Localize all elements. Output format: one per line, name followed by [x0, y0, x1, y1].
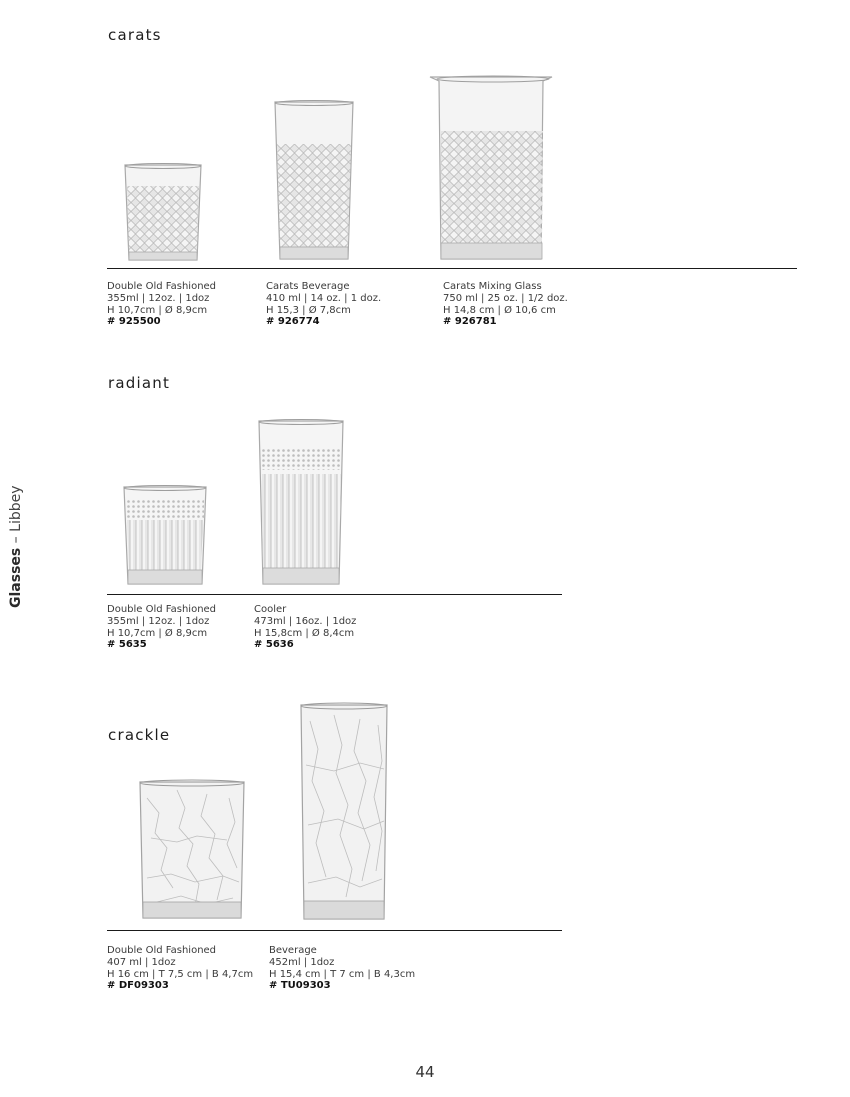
category-label: Glasses: [8, 547, 24, 608]
section-title-crackle: crackle: [108, 726, 171, 744]
section-divider-radiant: [107, 594, 562, 595]
product-spec-dimensions: H 10,7cm | Ø 8,9cm: [107, 627, 208, 639]
product-spec-dimensions: H 14,8 cm | Ø 10,6 cm: [443, 304, 556, 316]
product-name: Carats Mixing Glass: [443, 281, 542, 292]
product-spec-dimensions: H 15,3 | Ø 7,8cm: [266, 304, 351, 316]
product-code: # TU09303: [269, 980, 331, 992]
glass-image-carats-dof: [122, 162, 204, 264]
product-name: Carats Beverage: [266, 281, 350, 292]
section-divider-crackle: [107, 930, 562, 931]
product-info-925500: [107, 281, 216, 328]
product-name: Beverage: [269, 945, 317, 956]
product-spec-capacity: 473ml | 16oz. | 1doz: [254, 615, 357, 627]
glass-image-radiant-dof: [121, 484, 209, 588]
glass-image-carats-mixing-glass: [427, 73, 557, 264]
glass-image-radiant-cooler: [256, 418, 346, 588]
section-divider-carats: [107, 268, 797, 269]
section-title-radiant: radiant: [108, 374, 171, 392]
product-info-5636: [254, 604, 356, 651]
product-spec-capacity: 355ml | 12oz. | 1doz: [107, 615, 210, 627]
side-category-label: [8, 468, 26, 608]
glass-image-carats-beverage: [272, 99, 356, 264]
product-spec-dimensions: H 16 cm | T 7,5 cm | B 4,7cm: [107, 968, 254, 980]
page-number: 44: [415, 1063, 435, 1081]
product-info-926774: [266, 281, 381, 328]
product-info-tu09303: [269, 945, 415, 992]
product-info-926781: [443, 281, 568, 328]
product-code: # 5635: [107, 639, 147, 651]
product-code: # 925500: [107, 316, 161, 328]
product-code: # 926774: [266, 316, 320, 328]
product-name: Cooler: [254, 604, 287, 615]
label-separator: –: [8, 531, 24, 548]
product-spec-capacity: 452ml | 1doz: [269, 956, 335, 968]
glass-image-crackle-beverage: [298, 701, 390, 924]
product-code: # DF09303: [107, 980, 169, 992]
product-spec-capacity: 407 ml | 1doz: [107, 956, 176, 968]
product-code: # 5636: [254, 639, 294, 651]
product-spec-dimensions: H 10,7cm | Ø 8,9cm: [107, 304, 208, 316]
product-spec-capacity: 750 ml | 25 oz. | 1/2 doz.: [443, 292, 568, 304]
product-code: # 926781: [443, 316, 497, 328]
product-name: Double Old Fashioned: [107, 281, 217, 292]
glass-image-crackle-dof: [137, 778, 247, 924]
product-spec-capacity: 410 ml | 14 oz. | 1 doz.: [266, 292, 382, 304]
section-title-carats: carats: [108, 26, 162, 44]
brand-label: Libbey: [8, 485, 24, 532]
product-name: Double Old Fashioned: [107, 604, 217, 615]
product-spec-dimensions: H 15,4 cm | T 7 cm | B 4,3cm: [269, 968, 416, 980]
product-spec-capacity: 355ml | 12oz. | 1doz: [107, 292, 210, 304]
product-name: Double Old Fashioned: [107, 945, 217, 956]
product-info-df09303: [107, 945, 253, 992]
product-spec-dimensions: H 15,8cm | Ø 8,4cm: [254, 627, 355, 639]
product-info-5635: [107, 604, 216, 651]
